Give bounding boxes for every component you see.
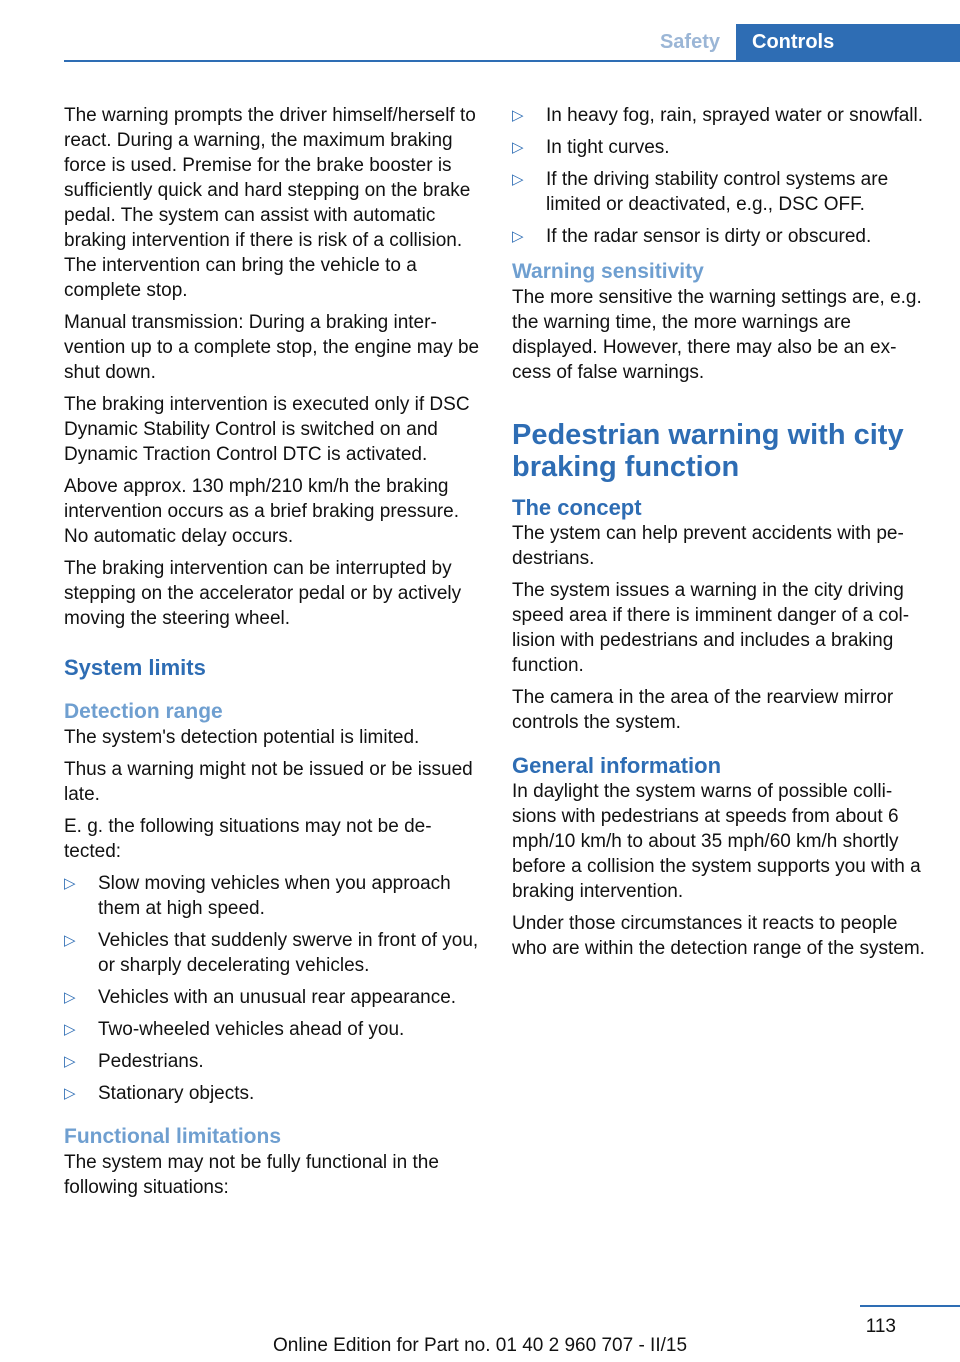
triangle-bullet-icon: ▷ (512, 139, 524, 156)
general-paragraph: In daylight the system warns of possible collisions with pedestrians at speeds from about 6 mph/10 km/h to about 35 mph/60 km/h shortly before a collision the system supports you with a braking intervention. (512, 781, 921, 902)
warning-sensitivity-heading: Warning sensitivity (512, 260, 704, 283)
list-item-text: Slow moving vehicles when you approach them at high speed. (98, 873, 451, 919)
detection-range-heading: Detection range (64, 700, 223, 723)
list-item (64, 871, 480, 921)
tab-controls[interactable]: Controls (736, 24, 960, 60)
left-column (64, 103, 480, 1207)
functional-paragraph: The system may not be fully functional in the following situations: (64, 1152, 439, 1198)
warning-sensitivity-paragraph: The more sensitive the warning settings are, e.g. the warning time, the more warnings are displayed. However, there may also be an excess of false warnings. (512, 287, 922, 383)
list-item-text: If the driving stability control systems are limited or deactivated, e.g., DSC OFF. (546, 169, 889, 215)
detection-paragraph: E. g. the following situations may not be detected: (64, 816, 432, 862)
detection-bullet-list (64, 871, 480, 1106)
list-item (512, 167, 928, 217)
limitations-bullet-list (512, 103, 928, 249)
list-item-text: Vehicles that suddenly swerve in front of you, or sharply decelerating vehicles. (98, 930, 479, 976)
triangle-bullet-icon: ▷ (64, 989, 76, 1006)
general-paragraph: Under those circumstances it reacts to people who are within the detection range of the system. (512, 913, 925, 959)
list-item-text: In heavy fog, rain, sprayed water or snowfall. (546, 105, 924, 126)
intro-paragraph: Above approx. 130 mph/210 km/h the braking intervention occurs as a brief braking pressure. No automatic delay occurs. (64, 476, 459, 547)
concept-paragraph: The ystem can help prevent accidents with pedestrians. (512, 523, 904, 569)
list-item (512, 135, 928, 160)
intro-paragraph: The braking intervention can be interrupted by stepping on the accelerator pedal or by actively moving the steering wheel. (64, 558, 462, 629)
triangle-bullet-icon: ▷ (512, 228, 524, 245)
edition-footer: Online Edition for Part no. 01 40 2 960 707 - II/15 (272, 1335, 688, 1356)
general-information-heading: General information (512, 753, 722, 778)
header-rule (64, 60, 960, 62)
triangle-bullet-icon: ▷ (512, 107, 524, 124)
tab-safety[interactable]: Safety (659, 31, 720, 53)
concept-paragraph: The camera in the area of the rearview mirror controls the system. (512, 687, 894, 733)
detection-paragraph: The system's detection potential is limited. (64, 727, 420, 748)
intro-paragraph: Manual transmission: During a braking intervention up to a complete stop, the engine may be shut down. (64, 312, 480, 383)
concept-heading: The concept (512, 495, 642, 520)
functional-limitations-heading: Functional limitations (64, 1125, 282, 1148)
list-item (512, 224, 928, 249)
footer-rule (860, 1305, 960, 1307)
list-item-text: If the radar sensor is dirty or obscured. (546, 226, 872, 247)
list-item (64, 985, 480, 1010)
triangle-bullet-icon: ▷ (64, 932, 76, 949)
list-item-text: In tight curves. (546, 137, 670, 158)
list-item (64, 1049, 480, 1074)
page-number: 113 (865, 1316, 896, 1337)
list-item (512, 103, 928, 128)
list-item (64, 1081, 480, 1106)
list-item (64, 1017, 480, 1042)
triangle-bullet-icon: ▷ (64, 1085, 76, 1102)
triangle-bullet-icon: ▷ (512, 171, 524, 188)
detection-paragraph: Thus a warning might not be issued or be issued late. (64, 759, 473, 805)
intro-paragraph: The braking intervention is executed only if DSC Dynamic Stability Control is switched on and Dynamic Traction Control DTC is activated. (64, 394, 470, 465)
list-item-text: Pedestrians. (98, 1051, 204, 1072)
pedestrian-warning-heading: Pedestrian warning with city braking function (512, 419, 904, 483)
right-column (512, 103, 928, 968)
list-item-text: Stationary objects. (98, 1083, 255, 1104)
list-item-text: Two-wheeled vehicles ahead of you. (98, 1019, 405, 1040)
triangle-bullet-icon: ▷ (64, 1021, 76, 1038)
system-limits-heading: System limits (64, 655, 206, 680)
concept-paragraph: The system issues a warning in the city driving speed area if there is imminent danger of a collision with pedestrians and includes a braking function. (512, 580, 910, 676)
list-item (64, 928, 480, 978)
intro-paragraph: The warning prompts the driver himself/herself to react. During a warning, the maximum braking force is used. Premise for the brake booster is sufficiently quick and hard stepping on the brake pedal. The system can assist with automatic braking intervention if there is risk of a collision. The intervention can bring the vehicle to a complete stop. (64, 105, 476, 301)
triangle-bullet-icon: ▷ (64, 875, 76, 892)
list-item-text: Vehicles with an unusual rear appearance. (98, 987, 457, 1008)
triangle-bullet-icon: ▷ (64, 1053, 76, 1070)
